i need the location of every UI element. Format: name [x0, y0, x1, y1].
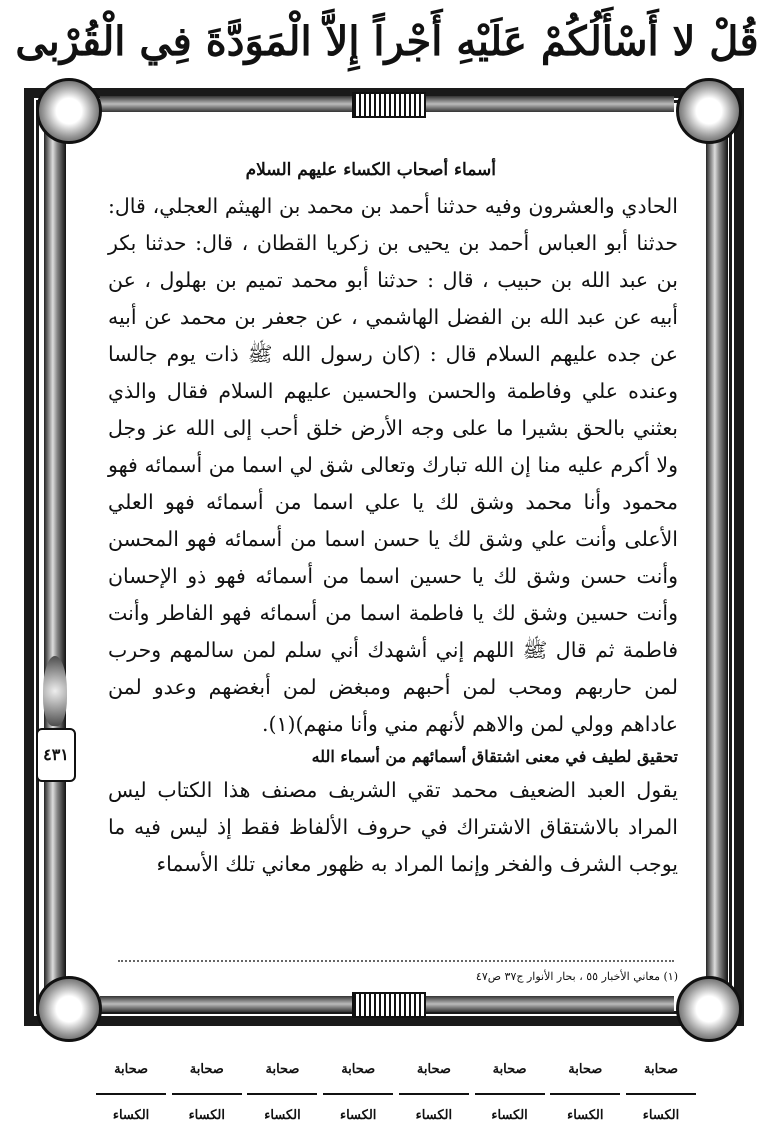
calligraphy-cell: صحابة الكساء [247, 1047, 317, 1095]
page-number: ٤٣١ [36, 728, 76, 782]
side-drop-ornament-icon [43, 656, 67, 726]
body-paragraph: الحادي والعشرون وفيه حدثنا أحمد بن محمد بن الهيثم العجلي، قال: حدثنا أبو العباس أحمد بن يحيى بن زكريا القطان ، قال: حدثنا بكر بن عبد الله بن حبيب ، قال : حدثنا أبو محمد تميم بن بهلول ، عن أبيه عن عبد الله بن الفضل الهاشمي ، عن جعفر بن محمد عن أبيه عن جده عليهم السلام قال : (كان رسول الله ﷺ ذات يوم جالسا وعنده علي وفاطمة والحسن والحسين عليهم السلام فقال والذي بعثني بالحق بشيرا ما على وجه الأرض خلق أحب إلى الله عز وجل ولا أكرم عليه منا إن الله تبارك وتعالى شق لي اسما من أسمائه فهو محمود وأنا محمد وشق لك يا علي اسما من أسمائه فهو العلي الأعلى وأنت علي وشق لك يا حسن اسما من أسمائه فهو المحسن وأنت حسن وشق لك يا حسين اسما من أسمائه فهو ذو الإحسان وأنت حسين وشق لك يا فاطمة اسما من أسمائه فهو الفاطر وأنت فاطمة ثم قال ﷺ اللهم إني أشهدك أني سلم لمن سالمهم وحرب لمن حاربهم ومحب لمن أحبهم ومبغض لمن أبغضهم وعدو لمن عاداهم وولي لمن والاهم لأنهم مني وأنا منهم)(١). [108, 194, 678, 736]
calligraphy-cell: صحابة الكساء [626, 1047, 696, 1095]
center-ornament-icon [352, 992, 426, 1018]
section-heading: أسماء أصحاب الكساء عليهم السلام [245, 160, 496, 180]
frame-right-pillar [706, 130, 728, 990]
section-heading: تحقيق لطيف في معنى اشتقاق أسمائهم من أسماء الله [311, 747, 678, 766]
corner-ornament-icon [676, 976, 742, 1042]
corner-ornament-icon [676, 78, 742, 144]
body-paragraph: يقول العبد الضعيف محمد تقي الشريف مصنف هذا الكتاب ليس المراد بالاشتقاق الاشتراك في حروف الألفاظ فقط إذ ليس فيه ما يوجب الشرف والفخر وإنما المراد به ظهور معاني تلك الأسماء [108, 778, 678, 876]
center-ornament-icon [352, 92, 426, 118]
calligraphy-cell: صحابة الكساء [96, 1047, 166, 1095]
frame-left-pillar [44, 130, 66, 990]
bottom-calligraphy-strip [96, 1046, 696, 1123]
calligraphy-cell: صحابة الكساء [323, 1047, 393, 1095]
calligraphy-cell: صحابة الكساء [399, 1047, 469, 1095]
corner-ornament-icon [36, 976, 102, 1042]
footnote: (١) معاني الأخبار ٥٥ ، بحار الأنوار ج٣٧ ص٤٧ [475, 970, 678, 983]
page-header-title: قُلْ لا أَسْأَلُكُمْ عَلَيْهِ أَجْراً إِلاَّ الْمَوَدَّةَ فِي الْقُرْبى [15, 18, 759, 65]
calligraphy-cell: صحابة الكساء [475, 1047, 545, 1095]
calligraphy-cell: صحابة الكساء [172, 1047, 242, 1095]
footnote-divider [118, 960, 674, 962]
corner-ornament-icon [36, 78, 102, 144]
calligraphy-cell: صحابة الكساء [550, 1047, 620, 1095]
page-body [108, 160, 678, 883]
